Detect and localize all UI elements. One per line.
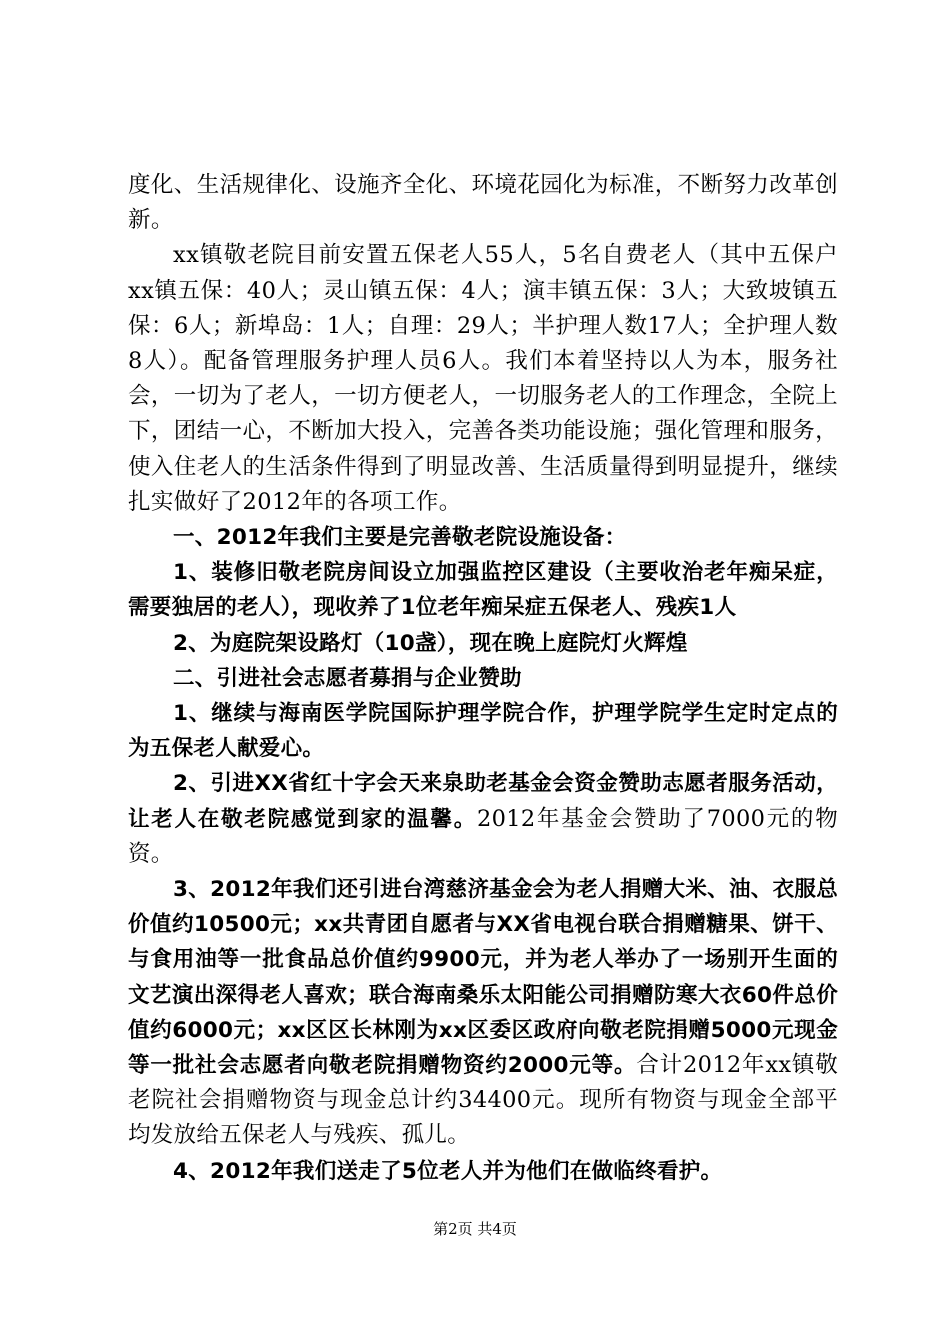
text-run: 2、为庭院架设路灯（10盏），现在晚上庭院灯火辉煌 xyxy=(173,630,688,656)
paragraph-overview xyxy=(128,238,838,520)
list-item-volunteers-4 xyxy=(128,1154,838,1189)
text-run: 2012年基金会赞助了7000元的物资。 xyxy=(128,805,838,867)
list-item-facilities-1 xyxy=(128,555,838,625)
text-run: 1、装修旧敬老院房间设立加强监控区建设（主要收治老年痴呆症，需要独居的老人），现收养了1位老年痴呆症五保老人、残疾1人 xyxy=(128,560,838,621)
section-heading-volunteers xyxy=(128,661,838,696)
document-body xyxy=(128,168,838,1189)
list-item-volunteers-3 xyxy=(128,872,838,1154)
text-run: 度化、生活规律化、设施齐全化、环境花园化为标准，不断努力改革创新。 xyxy=(128,172,838,234)
page-footer: 第2页 共4页 xyxy=(433,1220,517,1238)
text-run: 2、引进XX省红十字会天来泉助老基金会资金赞助志愿者服务活动，让老人在敬老院感觉到家的温馨。 xyxy=(128,771,838,832)
text-run: xx镇敬老院目前安置五保老人55人，5名自费老人（其中五保户xx镇五保：40人；灵山镇五保：4人；演丰镇五保：3人；大致坡镇五保：6人；新埠岛：1人；自理：29人；半护理人数17人；全护理人数8人）。配备管理服务护理人员6人。我们本着坚持以人为本，服务社会，一切为了老人，一切方便老人，一切服务老人的工作理念，全院上下，团结一心，不断加大投入，完善各类功能设施；强化管理和服务，使入住老人的生活条件得到了明显改善、生活质量得到明显提升，继续扎实做好了2012年的各项工作。 xyxy=(128,242,838,515)
text-run: 4、2012年我们送走了5位老人并为他们在做临终看护。 xyxy=(173,1158,723,1184)
list-item-facilities-2 xyxy=(128,626,838,661)
list-item-volunteers-2 xyxy=(128,766,838,872)
list-item-volunteers-1 xyxy=(128,696,838,766)
text-run: 一、2012年我们主要是完善敬老院设施设备： xyxy=(173,525,627,551)
paragraph-intro-continuation xyxy=(128,168,838,238)
text-run: 二、引进社会志愿者募捐与企业赞助 xyxy=(173,665,522,691)
section-heading-facilities xyxy=(128,520,838,555)
text-run: 3、2012年我们还引进台湾慈济基金会为老人捐赠大米、油、衣服总价值约10500元；xx共青团自愿者与XX省电视台联合捐赠糖果、饼干、与食用油等一批食品总价值约9900元，并为老人举办了一场别开生面的文艺演出深得老人喜欢；联合海南桑乐太阳能公司捐赠防寒大衣60件总价值约6000元；xx区区长林刚为xx区委区政府向敬老院捐赠5000元现金等一批社会志愿者向敬老院捐赠物资约2000元等。 xyxy=(128,877,838,1079)
text-run: 合计2012年xx镇敬老院社会捐赠物资与现金总计约34400元。现所有物资与现金全部平均发放给五保老人与残疾、孤儿。 xyxy=(128,1052,838,1149)
text-run: 1、继续与海南医学院国际护理学院合作，护理学院学生定时定点的为五保老人献爱心。 xyxy=(128,701,838,762)
